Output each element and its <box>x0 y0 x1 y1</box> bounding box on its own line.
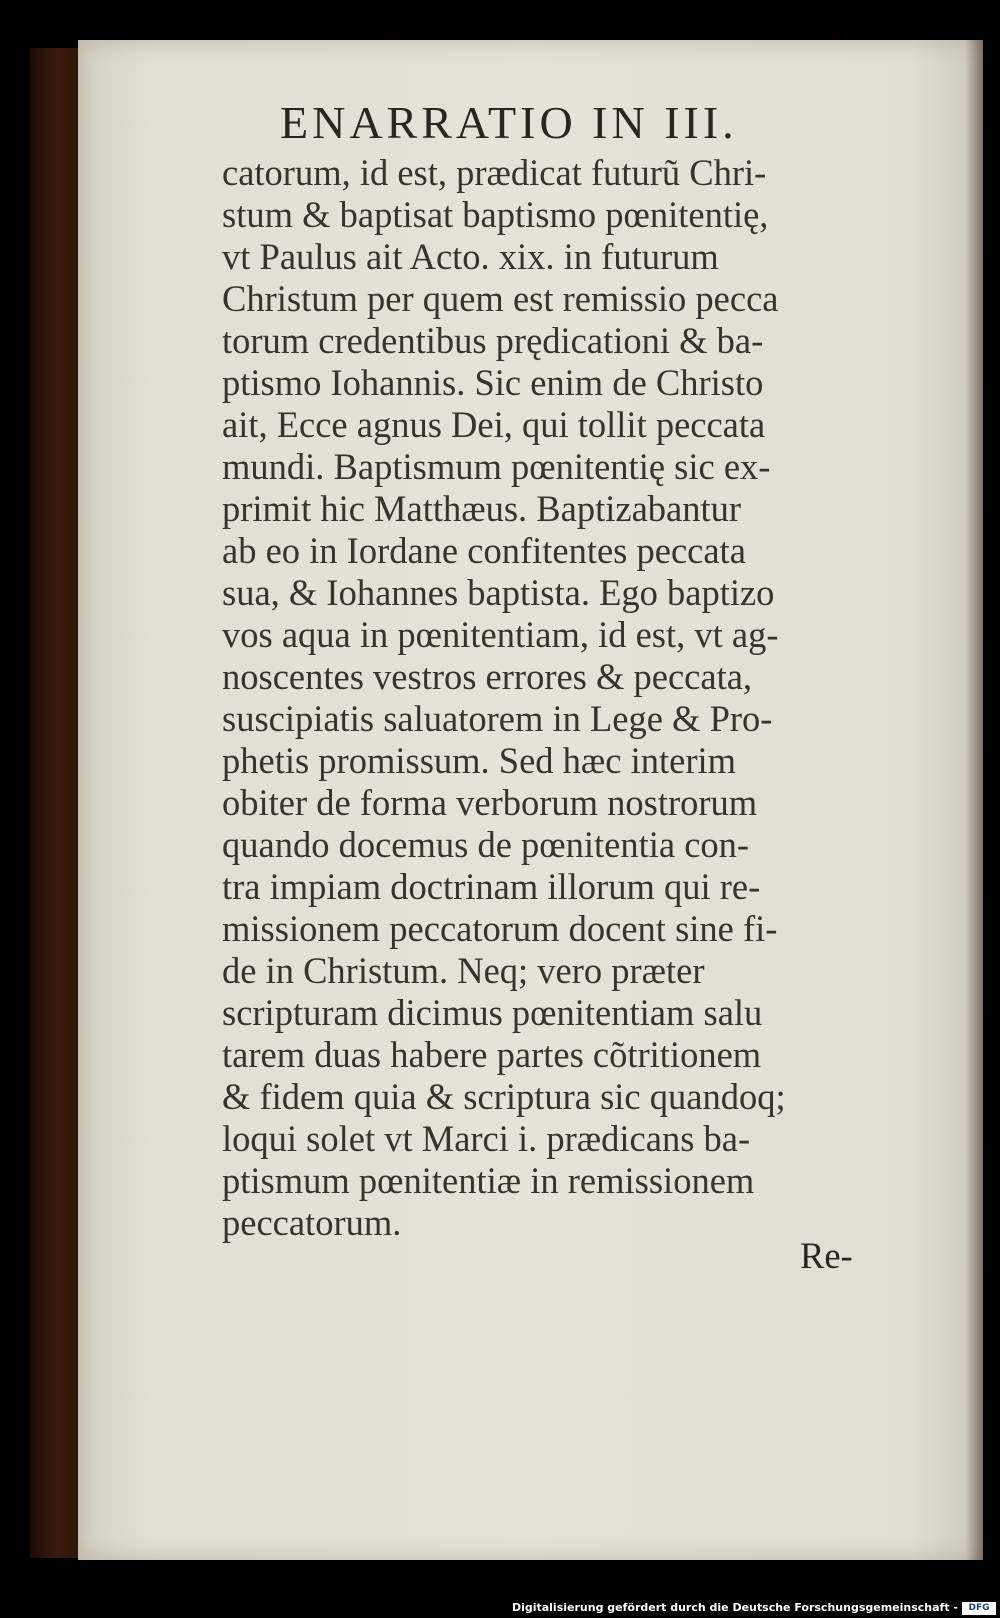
text-line: phetis promissum. Sed hæc interim <box>222 740 737 781</box>
text-line: loqui solet vt Marci i. prædicans ba- <box>222 1118 751 1159</box>
text-line: suscipiatis saluatorem in Lege & Pro- <box>222 698 773 739</box>
running-head: ENARRATIO IN III. <box>280 97 738 148</box>
text-line: sua, & Iohannes baptista. Ego baptizo <box>222 572 775 613</box>
text-line: missionem peccatorum docent sine fi- <box>222 908 778 949</box>
text-line: quando docemus de pœnitentia con- <box>222 824 750 865</box>
text-line: vos aqua in pœnitentiam, id est, vt ag- <box>222 614 779 655</box>
text-line: ptismo Iohannis. Sic enim de Christo <box>222 362 764 403</box>
text-line: tra impiam doctrinam illorum qui re- <box>222 866 761 907</box>
text-line: peccatorum. <box>222 1202 402 1243</box>
dfg-logo: DFG <box>962 1602 996 1615</box>
text-line: obiter de forma verborum nostrorum <box>222 782 758 823</box>
page-edge-shadow <box>965 40 983 1560</box>
text-line: Christum per quem est remissio pecca <box>222 278 779 319</box>
text-line: mundi. Baptismum pœnitentię sic ex- <box>222 446 771 487</box>
text-line: ptismum pœnitentiæ in remissionem <box>222 1160 755 1201</box>
text-line: catorum, id est, prædicat futurũ Chri- <box>222 152 767 193</box>
footer-bar <box>0 1596 1000 1618</box>
text-line: tarem duas habere partes cõtritionem <box>222 1034 762 1075</box>
text-line: vt Paulus ait Acto. xix. in futurum <box>222 236 719 277</box>
catchword: Re- <box>800 1235 853 1276</box>
text-line: ait, Ecce agnus Dei, qui tollit peccata <box>222 404 766 445</box>
text-line: de in Christum. Neq; vero præter <box>222 950 705 991</box>
funding-credit: Digitalisierung gefördert durch die Deutsche Forschungsgemeinschaft - <box>511 1601 958 1614</box>
text-line: & fidem quia & scriptura sic quandoq; <box>222 1076 786 1117</box>
text-line: ab eo in Iordane confitentes peccata <box>222 530 746 571</box>
text-line: stum & baptisat baptismo pœnitentię, <box>222 194 769 235</box>
text-line: noscentes vestros errores & peccata, <box>222 656 753 697</box>
text-line: primit hic Matthæus. Baptizabantur <box>222 488 742 529</box>
text-line: scripturam dicimus pœnitentiam salu <box>222 992 763 1033</box>
text-line: torum credentibus prędicationi & ba- <box>222 320 764 361</box>
body-text <box>222 152 872 1244</box>
